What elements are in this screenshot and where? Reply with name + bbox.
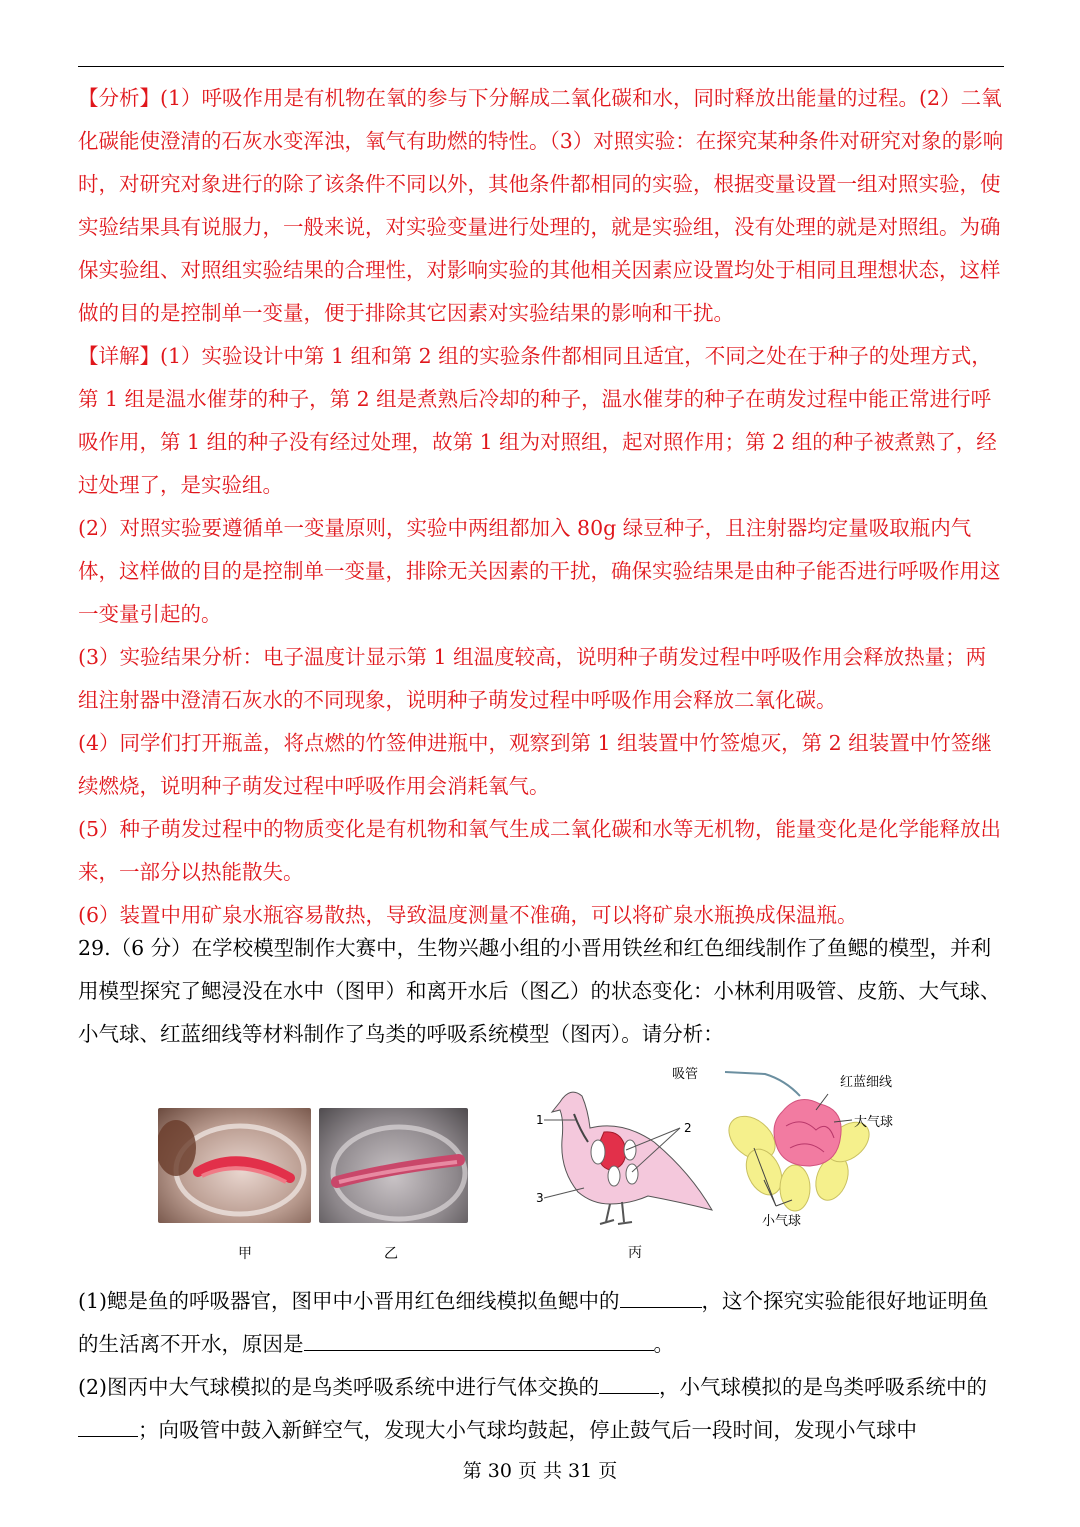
photo-jia: [158, 1108, 311, 1223]
question-stem: [78, 927, 1006, 1056]
q1-part-b: ，这个探究实验能很好地证明鱼的生活离不开水，原因是: [78, 1289, 989, 1356]
q2-part-a: (2)图丙中大气球模拟的是鸟类呼吸系统中进行气体交换的: [78, 1375, 600, 1399]
label-straw: 吸管: [672, 1067, 699, 1082]
answer-blank-4[interactable]: [78, 1416, 138, 1438]
subquestion-2: [78, 1366, 1006, 1452]
page-number: 第 30 页 共 31 页: [462, 1460, 618, 1482]
detail-paragraph-5: (5）种子萌发过程中的物质变化是有机物和氧气生成二氧化碳和水等无机物，能量变化是化学能释放出来，一部分以热能散失。: [78, 817, 1002, 884]
bird-label-2: 2: [684, 1121, 692, 1135]
q2-part-c: ；向吸管中鼓入新鲜空气，发现大小气球均鼓起，停止鼓气后一段时间，发现小气球中: [138, 1418, 917, 1442]
label-thread: 红蓝细线: [840, 1075, 893, 1090]
bird-label-3: 3: [536, 1191, 544, 1205]
balloon-model-diagram: [670, 1060, 920, 1235]
label-big-balloon: 大气球: [854, 1115, 894, 1130]
q1-part-c: 。: [653, 1332, 674, 1356]
caption-jia: 甲: [238, 1246, 252, 1262]
detail-paragraph-2: (2）对照实验要遵循单一变量原则，实验中两组都加入 80g 绿豆种子，且注射器均定量吸取瓶内气体，这样做的目的是控制单一变量，排除无关因素的干扰，确保实验结果是由种子能否进行呼吸作用这一变量引起的。: [78, 516, 1001, 626]
caption-yi: 乙: [384, 1246, 398, 1262]
caption-bing: 丙: [628, 1245, 642, 1261]
label-small-balloon: 小气球: [762, 1214, 802, 1229]
gill-model-in-water: [158, 1108, 311, 1223]
analysis-block: [78, 77, 1006, 937]
bird-label-1: 1: [536, 1113, 544, 1127]
answer-blank-3[interactable]: [599, 1373, 659, 1395]
q2-part-b: ，小气球模拟的是鸟类呼吸系统中的: [659, 1375, 988, 1399]
header-rule: [78, 66, 1004, 67]
detail-paragraph-6: (6）装置中用矿泉水瓶容易散热，导致温度测量不准确，可以将矿泉水瓶换成保温瓶。: [78, 903, 858, 927]
detail-paragraph-3: (3）实验结果分析：电子温度计显示第 1 组温度较高，说明种子萌发过程中呼吸作用会释放热量；两组注射器中澄清石灰水的不同现象，说明种子萌发过程中呼吸作用会释放二氧化碳。: [78, 645, 987, 712]
answer-blank-1[interactable]: [620, 1287, 702, 1309]
answer-blank-2[interactable]: [304, 1330, 654, 1352]
question-29-stem: 29.（6 分）在学校模型制作大赛中，生物兴趣小组的小晋用铁丝和红色细线制作了鱼鳃的模型，并利用模型探究了鳃浸没在水中（图甲）和离开水后（图乙）的状态变化：小林利用吸管、皮筋、大气球、小气球、红蓝细线等材料制作了鸟类的呼吸系统模型（图丙）。请分析：: [78, 936, 1001, 1046]
q1-part-a: (1)鳃是鱼的呼吸器官，图甲中小晋用红色细线模拟鱼鳃中的: [78, 1289, 620, 1313]
detail-paragraph-4: (4）同学们打开瓶盖，将点燃的竹签伸进瓶中，观察到第 1 组装置中竹签熄灭，第 2 组装置中竹签继续燃烧，说明种子萌发过程中呼吸作用会消耗氧气。: [78, 731, 992, 798]
analysis-paragraph: 【分析】(1）呼吸作用是有机物在氧的参与下分解成二氧化碳和水，同时释放出能量的过程。(2）二氧化碳能使澄清的石灰水变浑浊，氧气有助燃的特性。（3）对照实验：在探究某种条件对研究对象的影响时，对研究对象进行的除了该条件不同以外，其他条件都相同的实验，根据变量设置一组对照实验，使实验结果具有说服力，一般来说，对实验变量进行处理的，就是实验组，没有处理的就是对照组。为确保实验组、对照组实验结果的合理性，对影响实验的其他相关因素应设置均处于相同且理想状态，这样做的目的是控制单一变量，便于排除其它因素对实验结果的影响和干扰。: [78, 86, 1004, 325]
detail-paragraph-1: 【详解】(1）实验设计中第 1 组和第 2 组的实验条件都相同且适宜，不同之处在于种子的处理方式，第 1 组是温水催芽的种子，第 2 组是煮熟后冷却的种子，温水催芽的种子在萌发过程中能正常进行呼吸作用，第 1 组的种子没有经过处理，故第 1 组为对照组，起对照作用；第 2 组的种子被煮熟了，经过处理了，是实验组。: [78, 344, 997, 497]
photo-yi: [319, 1108, 468, 1223]
subquestion-1: [78, 1280, 1006, 1366]
gill-model-out-of-water: [319, 1108, 468, 1223]
